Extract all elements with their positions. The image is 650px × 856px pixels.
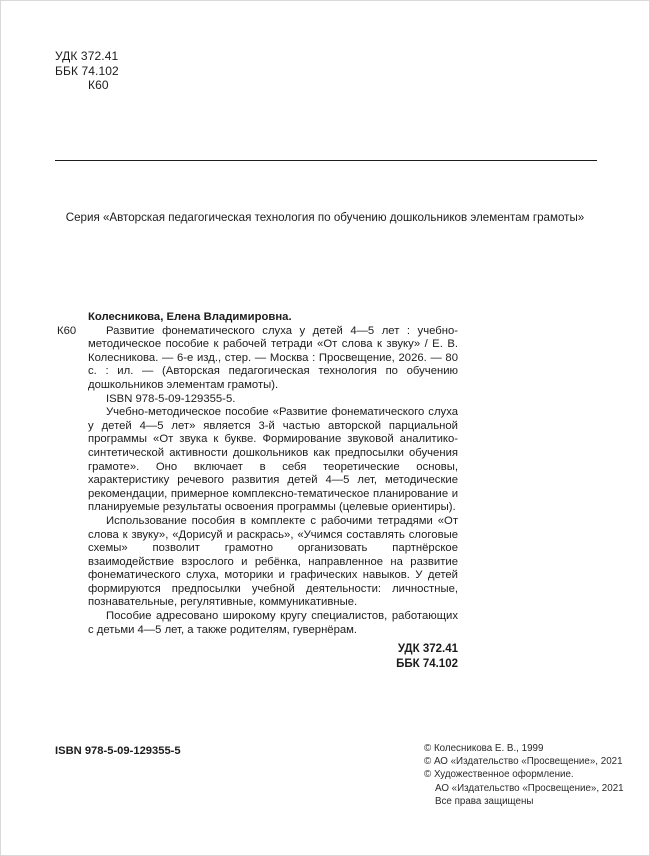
series-title: Серия «Авторская педагогическая технология по обучению дошкольников элементам грамоты» [65, 211, 585, 224]
imprint-text-column [57, 311, 458, 671]
bibliographic-description: Развитие фонематического слуха у детей 4—5 лет : учебно-методическое пособие к рабочей тетради «От слова к звуку» / Е. В. Колесникова. — 6-е изд., стер. — Москва : Просвещение, 2026. — 80 с. : ил. — (Авторская педагогическая технология по обучению дошкольников элементам грамоты). [88, 324, 458, 391]
copyright-line: АО «Издательство «Просвещение», 2021 [435, 782, 624, 794]
copyright-line: © Колесникова Е. В., 1999 [424, 743, 544, 754]
annotation-paragraph-2: Использование пособия в комплекте с рабочими тетрадями «От слова к звуку», «Дорисуй и раскрась», «Учимся составлять слоговые схемы» позволит грамотно организовать партнёрское взаимодействие взрослого и ребёнка, направленное на развитие фонематического слуха, моторики и графических навыков. У детей формируются предпосылки учебной деятельности: личностные, познавательные, регулятивные, коммуникативные. [88, 514, 458, 609]
bbk-bottom: ББК 74.102 [396, 657, 458, 670]
copyright-line: Все права защищены [435, 795, 534, 807]
bbk-top: ББК 74.102 [55, 63, 119, 78]
copyright-line: © Художественное оформление. [424, 769, 574, 781]
isbn-line: ISBN 978-5-09-129355-5. [106, 392, 236, 405]
annotation-paragraph-3: Пособие адресовано широкому кругу специалистов, работающих с детьми 4—5 лет, а также родителям, гувернёрам. [88, 610, 458, 636]
udk-bottom: УДК 372.41 [397, 643, 458, 656]
copyright-line: © АО «Издательство «Просвещение», 2021 [424, 756, 623, 768]
bibliographic-entry [57, 324, 458, 393]
copyright-block [424, 742, 624, 808]
annotation-paragraph-1: Учебно-методическое пособие «Развитие фонематического слуха у детей 4—5 лет» является 3-й частью авторской парциальной программы «От звука к букве. Формирование звуковой аналитико-синтетической активности дошкольников как предпосылки обучения грамоте». Оно включает в себя теоретические основы, характеристику речевого развития детей 4—5 лет, методические рекомендации, примерное комплексно-тематическое планирование и планируемые результаты освоения программы (целевые ориентиры). [88, 406, 458, 514]
author-heading: Колесникова, Елена Владимировна. [88, 311, 292, 323]
horizontal-rule [55, 160, 597, 161]
isbn-footer: ISBN 978-5-09-129355-5 [55, 745, 181, 757]
top-classification-block [55, 49, 119, 93]
udk-top: УДК 372.41 [55, 49, 119, 63]
bottom-classification-block [88, 642, 458, 671]
entry-code: К60 [57, 324, 77, 337]
classification-code-top: К60 [88, 78, 109, 92]
